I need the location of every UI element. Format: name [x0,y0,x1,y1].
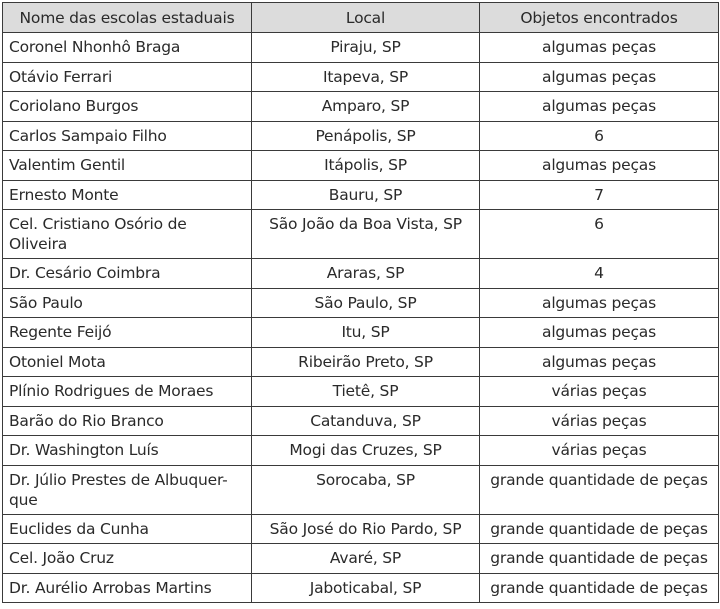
location-cell: Itápolis, SP [252,151,480,181]
school-name-cell: Dr. Washington Luís [3,436,252,466]
table-row [3,180,719,210]
table-row [3,465,719,514]
school-name-cell: Barão do Rio Branco [3,406,252,436]
header-school-name: Nome das escolas estaduais [3,3,252,33]
location-cell: Ribeirão Preto, SP [252,347,480,377]
school-name-cell: Dr. Cesário Coimbra [3,259,252,289]
school-name-cell: Otávio Ferrari [3,62,252,92]
objects-found-cell: grande quantidade de peças [480,465,719,514]
table-row [3,318,719,348]
objects-found-cell: grande quantidade de peças [480,573,719,603]
table-row [3,92,719,122]
table-row [3,210,719,259]
school-name-cell: Ernesto Monte [3,180,252,210]
table-row [3,347,719,377]
location-cell: São João da Boa Vista, SP [252,210,480,259]
objects-found-cell: algumas peças [480,318,719,348]
location-cell: Amparo, SP [252,92,480,122]
header-location: Local [252,3,480,33]
table-row [3,377,719,407]
location-cell: Sorocaba, SP [252,465,480,514]
header-objects-found: Objetos encontrados [480,3,719,33]
school-name-cell: Coronel Nhonhô Braga [3,33,252,63]
location-cell: Catanduva, SP [252,406,480,436]
school-name-cell: Euclides da Cunha [3,514,252,544]
table-row [3,62,719,92]
objects-found-cell: 4 [480,259,719,289]
location-cell: Jaboticabal, SP [252,573,480,603]
location-cell: Bauru, SP [252,180,480,210]
school-name-cell: Coriolano Burgos [3,92,252,122]
objects-found-cell: 6 [480,121,719,151]
table-row [3,33,719,63]
location-cell: Penápolis, SP [252,121,480,151]
school-name-cell: Carlos Sampaio Filho [3,121,252,151]
table-row [3,259,719,289]
table-row [3,288,719,318]
table-row [3,544,719,574]
school-name-cell: Otoniel Mota [3,347,252,377]
objects-found-cell: várias peças [480,436,719,466]
objects-found-cell: 6 [480,210,719,259]
objects-found-cell: 7 [480,180,719,210]
objects-found-cell: várias peças [480,377,719,407]
objects-found-cell: grande quantidade de peças [480,514,719,544]
table-row [3,573,719,603]
schools-table [2,2,719,603]
table-row [3,406,719,436]
header-row [3,3,719,33]
table-row [3,151,719,181]
objects-found-cell: algumas peças [480,62,719,92]
location-cell: Itapeva, SP [252,62,480,92]
table-row [3,514,719,544]
school-name-cell: Plínio Rodrigues de Moraes [3,377,252,407]
table-row [3,121,719,151]
school-name-cell: Cel. Cristiano Osório de Oliveira [3,210,252,259]
objects-found-cell: algumas peças [480,347,719,377]
school-name-cell: São Paulo [3,288,252,318]
objects-found-cell: grande quantidade de peças [480,544,719,574]
table-row [3,436,719,466]
school-name-cell: Dr. Aurélio Arrobas Martins [3,573,252,603]
objects-found-cell: algumas peças [480,33,719,63]
objects-found-cell: algumas peças [480,151,719,181]
location-cell: São Paulo, SP [252,288,480,318]
objects-found-cell: várias peças [480,406,719,436]
school-name-cell: Regente Feijó [3,318,252,348]
location-cell: Tietê, SP [252,377,480,407]
location-cell: Araras, SP [252,259,480,289]
school-name-cell: Dr. Júlio Prestes de Albuquer-que [3,465,252,514]
school-name-cell: Cel. João Cruz [3,544,252,574]
location-cell: São José do Rio Pardo, SP [252,514,480,544]
location-cell: Avaré, SP [252,544,480,574]
school-name-cell: Valentim Gentil [3,151,252,181]
objects-found-cell: algumas peças [480,288,719,318]
location-cell: Itu, SP [252,318,480,348]
location-cell: Piraju, SP [252,33,480,63]
location-cell: Mogi das Cruzes, SP [252,436,480,466]
objects-found-cell: algumas peças [480,92,719,122]
